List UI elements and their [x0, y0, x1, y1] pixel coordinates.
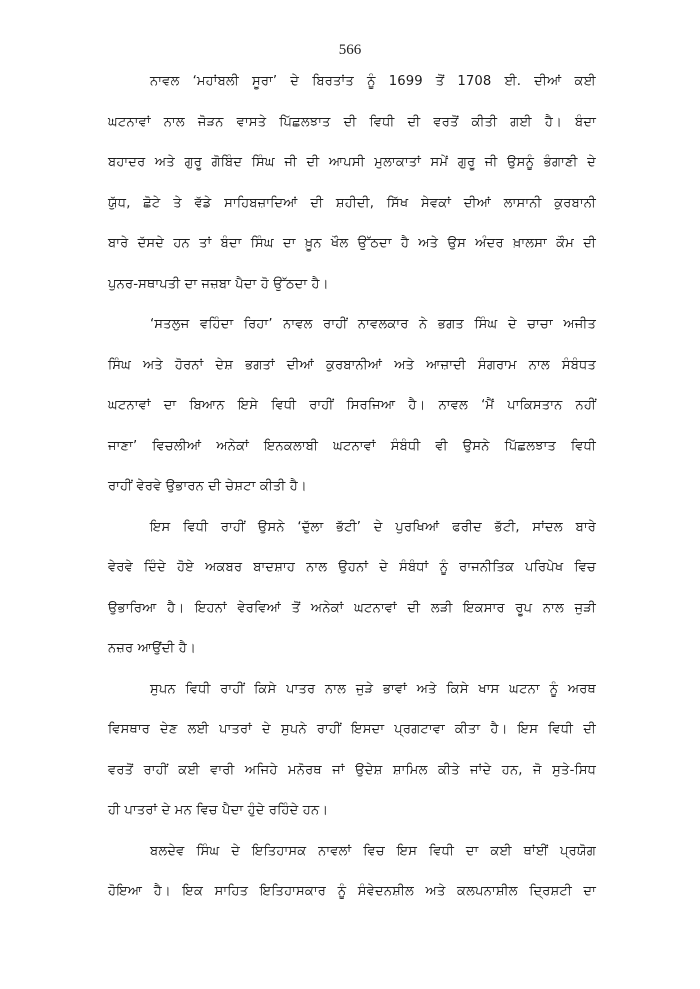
- text-line: ਉਭਾਰਿਆ ਹੈ। ਇਹਨਾਂ ਵੇਰਵਿਆਂ ਤੋਂ ਅਨੇਕਾਂ ਘਟਨਾਵਾਂ ਦੀ ਲੜੀ ਇਕਸਾਰ ਰੂਪ ਨਾਲ ਜੁੜੀ: [108, 600, 596, 616]
- text-line: ਸੁਪਨ ਵਿਧੀ ਰਾਹੀਂ ਕਿਸੇ ਪਾਤਰ ਨਾਲ ਜੁੜੇ ਭਾਵਾਂ ਅਤੇ ਕਿਸੇ ਖਾਸ ਘਟਨਾ ਨੂੰ ਅਰਥ: [150, 681, 596, 697]
- text-line: ਬਹਾਦਰ ਅਤੇ ਗੁਰੂ ਗੋਬਿੰਦ ਸਿੰਘ ਜੀ ਦੀ ਆਪਸੀ ਮੁਲਾਕਾਤਾਂ ਸਮੇਂ ਗੁਰੂ ਜੀ ਉਸਨੂੰ ਭੰਗਾਣੀ ਦੇ: [108, 155, 596, 170]
- paragraph-2: [108, 305, 596, 508]
- text-line: ਬਲਦੇਵ ਸਿੰਘ ਦੇ ਇਤਿਹਾਸਕ ਨਾਵਲਾਂ ਵਿਚ ਇਸ ਵਿਧੀ ਦਾ ਕਈ ਥਾਂਈਂ ਪ੍ਰਯੋਗ: [150, 843, 596, 859]
- text-line: ਬਾਰੇ ਦੱਸਦੇ ਹਨ ਤਾਂ ਬੰਦਾ ਸਿੰਘ ਦਾ ਖ਼ੂਨ ਖੌਲ ਉੱਠਦਾ ਹੈ ਅਤੇ ਉਸ ਅੰਦਰ ਖ਼ਾਲਸਾ ਕੌਮ ਦੀ: [108, 236, 596, 251]
- document-body: [108, 62, 596, 913]
- text-line: ਘਟਨਾਵਾਂ ਨਾਲ ਜੋੜਨ ਵਾਸਤੇ ਪਿੱਛਲਝਾਤ ਦੀ ਵਿਧੀ ਦੀ ਵਰਤੋਂ ਕੀਤੀ ਗਈ ਹੈ। ਬੰਦਾ: [108, 114, 596, 130]
- page-number: 566: [338, 42, 362, 58]
- paragraph-1: [108, 62, 596, 305]
- text-line: ਨਾਵਲ ‘ਮਹਾਂਬਲੀ ਸੂਰਾ’ ਦੇ ਬਿਰਤਾਂਤ ਨੂੰ 1699 ਤੋਂ 1708 ਈ. ਦੀਆਂ ਕਈ: [150, 74, 596, 89]
- text-line: ‘ਸਤਲੁਜ ਵਹਿੰਦਾ ਰਿਹਾ’ ਨਾਵਲ ਰਾਹੀਂ ਨਾਵਲਕਾਰ ਨੇ ਭਗਤ ਸਿੰਘ ਦੇ ਚਾਚਾ ਅਜੀਤ: [150, 317, 596, 332]
- text-line: ਘਟਨਾਵਾਂ ਦਾ ਬਿਆਨ ਇਸੇ ਵਿਧੀ ਰਾਹੀਂ ਸਿਰਜਿਆ ਹੈ। ਨਾਵਲ ‘ਮੈਂ ਪਾਕਿਸਤਾਨ ਨਹੀਂ: [108, 398, 596, 413]
- text-line: ਯੁੱਧ, ਛੋਟੇ ਤੇ ਵੱਡੇ ਸਾਹਿਬਜ਼ਾਦਿਆਂ ਦੀ ਸ਼ਹੀਦੀ, ਸਿੱਖ ਸੇਵਕਾਂ ਦੀਆਂ ਲਾਸਾਨੀ ਕੁਰਬਾਨੀ: [108, 195, 596, 211]
- text-line: ਇਸ ਵਿਧੀ ਰਾਹੀਂ ਉਸਨੇ ‘ਦੁੱਲਾ ਭੱਟੀ’ ਦੇ ਪੁਰਖਿਆਂ ਫਰੀਦ ਭੱਟੀ, ਸਾਂਦਲ ਬਾਰੇ: [150, 519, 596, 535]
- text-line: ਰਾਹੀਂ ਵੇਰਵੇ ਉਭਾਰਨ ਦੀ ਚੇਸ਼ਟਾ ਕੀਤੀ ਹੈ।: [108, 479, 307, 494]
- text-line: ਵਰਤੋਂ ਰਾਹੀਂ ਕਈ ਵਾਰੀ ਅਜਿਹੇ ਮਨੋਰਥ ਜਾਂ ਉਦੇਸ਼ ਸ਼ਾਮਿਲ ਕੀਤੇ ਜਾਂਦੇ ਹਨ, ਜੋ ਸੁਤੇ-ਸਿਧ: [108, 762, 596, 778]
- paragraph-3: [108, 508, 596, 670]
- text-line: ਵਿਸਥਾਰ ਦੇਣ ਲਈ ਪਾਤਰਾਂ ਦੇ ਸੁਪਨੇ ਰਾਹੀਂ ਇਸਦਾ ਪ੍ਰਗਟਾਵਾ ਕੀਤਾ ਹੈ। ਇਸ ਵਿਧੀ ਦੀ: [108, 722, 596, 737]
- paragraph-4: [108, 670, 596, 832]
- text-line: ਵੇਰਵੇ ਦਿੰਦੇ ਹੋਏ ਅਕਬਰ ਬਾਦਸ਼ਾਹ ਨਾਲ ਉਹਨਾਂ ਦੇ ਸੰਬੰਧਾਂ ਨੂੰ ਰਾਜਨੀਤਿਕ ਪਰਿਪੇਖ ਵਿਚ: [108, 560, 596, 575]
- text-line: ਹੋਇਆ ਹੈ। ਇਕ ਸਾਹਿਤ ਇਤਿਹਾਸਕਾਰ ਨੂੰ ਸੰਵੇਦਨਸ਼ੀਲ ਅਤੇ ਕਲਪਨਾਸ਼ੀਲ ਦ੍ਰਿਸ਼ਟੀ ਦਾ: [108, 884, 596, 899]
- paragraph-5: [108, 832, 596, 913]
- text-line: ਨਜ਼ਰ ਆਉਂਦੀ ਹੈ।: [108, 641, 196, 656]
- text-line: ਸਿੰਘ ਅਤੇ ਹੋਰਨਾਂ ਦੇਸ਼ ਭਗਤਾਂ ਦੀਆਂ ਕੁਰਬਾਨੀਆਂ ਅਤੇ ਆਜ਼ਾਦੀ ਸੰਗਰਾਮ ਨਾਲ ਸੰਬੰਧਤ: [108, 357, 596, 373]
- text-line: ਜਾਣਾ’ ਵਿਚਲੀਆਂ ਅਨੇਕਾਂ ਇਨਕਲਾਬੀ ਘਟਨਾਵਾਂ ਸੰਬੰਧੀ ਵੀ ਉਸਨੇ ਪਿੱਛਲਝਾਤ ਵਿਧੀ: [108, 438, 596, 454]
- text-line: ਹੀ ਪਾਤਰਾਂ ਦੇ ਮਨ ਵਿਚ ਪੈਦਾ ਹੁੰਦੇ ਰਹਿੰਦੇ ਹਨ।: [108, 803, 329, 818]
- text-line: ਪੁਨਰ-ਸਥਾਪਤੀ ਦਾ ਜਜ਼ਬਾ ਪੈਦਾ ਹੋ ਉੱਠਦਾ ਹੈ।: [108, 276, 329, 292]
